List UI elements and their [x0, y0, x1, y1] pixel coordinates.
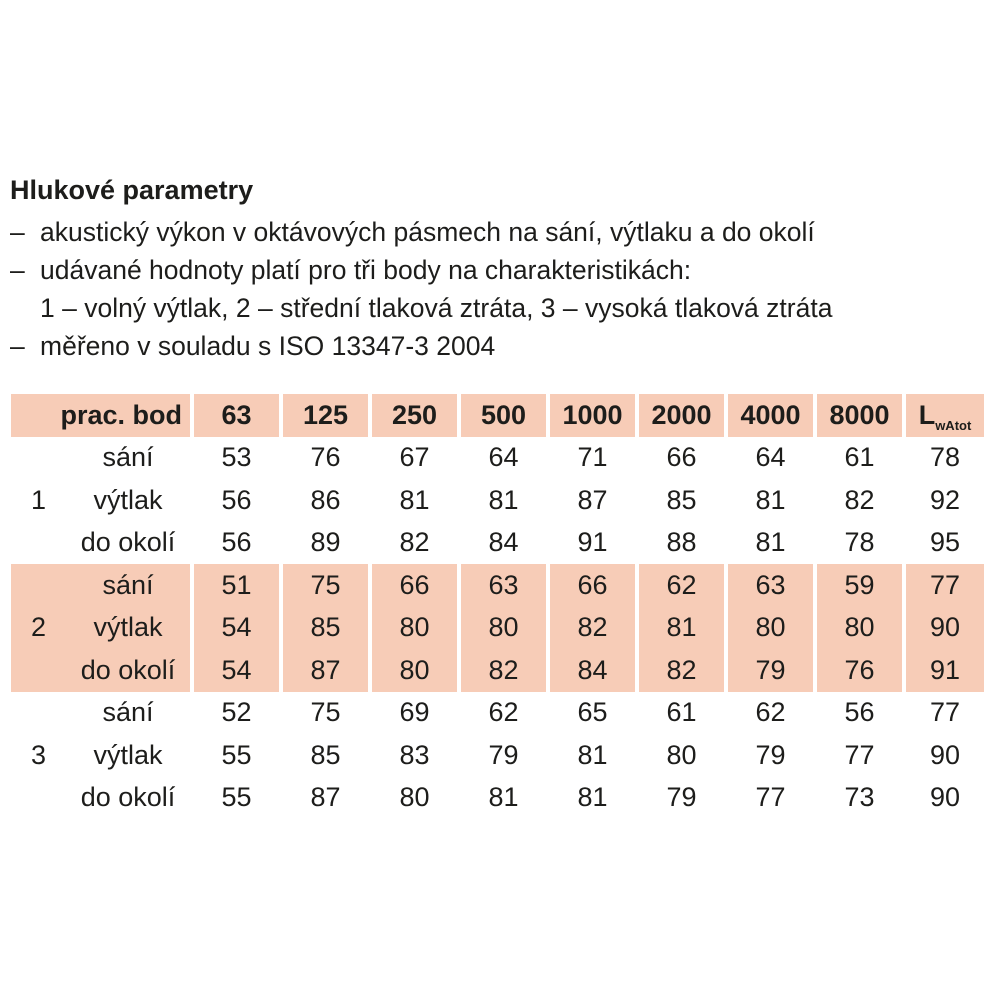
- measurement-location-cell: sání: [66, 564, 192, 607]
- table-row: [11, 522, 984, 565]
- operating-point-cell: 1: [30, 484, 47, 515]
- total-value-cell: 77: [904, 564, 984, 607]
- value-cell: 81: [548, 777, 637, 820]
- column-header: 63: [192, 394, 281, 437]
- note-line: [10, 327, 995, 365]
- note-line: [10, 213, 995, 251]
- measurement-location-cell: sání: [66, 437, 192, 480]
- value-cell: 63: [459, 564, 548, 607]
- value-cell: 82: [815, 479, 904, 522]
- measurement-location-cell: do okolí: [66, 649, 192, 692]
- value-cell: 89: [281, 522, 370, 565]
- table-row: [11, 564, 984, 607]
- value-cell: 65: [548, 692, 637, 735]
- value-cell: 64: [459, 437, 548, 480]
- value-cell: 79: [459, 734, 548, 777]
- total-value-cell: 90: [904, 607, 984, 650]
- value-cell: 54: [192, 649, 281, 692]
- column-header: 500: [459, 394, 548, 437]
- total-main: L: [918, 399, 936, 430]
- value-cell: 81: [459, 777, 548, 820]
- value-cell: 81: [726, 479, 815, 522]
- table-row: [11, 649, 984, 692]
- value-cell: 84: [459, 522, 548, 565]
- value-cell: 80: [370, 607, 459, 650]
- value-cell: 87: [281, 649, 370, 692]
- value-cell: 87: [548, 479, 637, 522]
- value-cell: 59: [815, 564, 904, 607]
- value-cell: 79: [637, 777, 726, 820]
- value-cell: 83: [370, 734, 459, 777]
- value-cell: 71: [548, 437, 637, 480]
- value-cell: 62: [726, 692, 815, 735]
- note-text: akustický výkon v oktávových pásmech na sání, výtlaku a do okolí: [40, 217, 815, 247]
- value-cell: 61: [637, 692, 726, 735]
- value-cell: 76: [815, 649, 904, 692]
- measurement-location-cell: do okolí: [66, 777, 192, 820]
- total-value-cell: 92: [929, 484, 961, 515]
- total-column-header: [904, 394, 984, 437]
- total-value-cell: 91: [904, 649, 984, 692]
- table-row: [11, 437, 984, 480]
- value-cell: 81: [370, 479, 459, 522]
- value-cell: 54: [192, 607, 281, 650]
- value-cell: 81: [726, 522, 815, 565]
- column-header: 2000: [637, 394, 726, 437]
- value-cell: 75: [281, 692, 370, 735]
- value-cell: 79: [726, 734, 815, 777]
- total-subscript: wAtot: [935, 417, 972, 433]
- value-cell: 62: [459, 692, 548, 735]
- note-line: [10, 251, 995, 289]
- value-cell: 80: [726, 607, 815, 650]
- value-cell: 75: [281, 564, 370, 607]
- value-cell: 66: [637, 437, 726, 480]
- value-cell: 78: [815, 522, 904, 565]
- value-cell: 66: [370, 564, 459, 607]
- value-cell: 80: [459, 607, 548, 650]
- measurement-location-cell: výtlak: [66, 734, 192, 777]
- value-cell: 80: [815, 607, 904, 650]
- value-cell: 84: [548, 649, 637, 692]
- note-dash: –: [10, 217, 25, 247]
- value-cell: 81: [459, 479, 548, 522]
- value-cell: 61: [815, 437, 904, 480]
- value-cell: 85: [637, 479, 726, 522]
- value-cell: 52: [192, 692, 281, 735]
- measurement-location-cell: sání: [66, 692, 192, 735]
- value-cell: 56: [815, 692, 904, 735]
- value-cell: 64: [726, 437, 815, 480]
- value-cell: 80: [370, 777, 459, 820]
- column-header: 1000: [548, 394, 637, 437]
- note-dash: –: [10, 255, 25, 285]
- value-cell: 56: [192, 479, 281, 522]
- value-cell: 77: [815, 734, 904, 777]
- value-cell: 85: [281, 607, 370, 650]
- measurement-location-cell: do okolí: [66, 522, 192, 565]
- table-header-row: [11, 394, 984, 437]
- note-dash: [10, 289, 40, 327]
- operating-point-cell: 3: [30, 739, 47, 770]
- table-body: [11, 437, 984, 820]
- total-value-cell: 95: [929, 527, 961, 558]
- value-cell: 80: [637, 734, 726, 777]
- table-row: [11, 777, 984, 820]
- total-value-cell: 90: [929, 782, 961, 813]
- total-value-cell: 78: [929, 442, 961, 473]
- value-cell: 73: [815, 777, 904, 820]
- note-text: udávané hodnoty platí pro tři body na charakteristikách:: [40, 255, 692, 285]
- total-value-cell: 90: [929, 739, 961, 770]
- header-label: prac. bod: [11, 394, 192, 437]
- value-cell: 69: [370, 692, 459, 735]
- value-cell: 82: [548, 607, 637, 650]
- table-row: [11, 607, 984, 650]
- value-cell: 53: [192, 437, 281, 480]
- value-cell: 55: [192, 734, 281, 777]
- table-row: [11, 479, 984, 522]
- value-cell: 62: [637, 564, 726, 607]
- value-cell: 88: [637, 522, 726, 565]
- table-row: [11, 734, 984, 777]
- noise-table: [11, 394, 984, 819]
- total-value-cell: 77: [929, 697, 961, 728]
- section-title: Hlukové parametry: [10, 175, 254, 205]
- value-cell: 82: [459, 649, 548, 692]
- column-header: 8000: [815, 394, 904, 437]
- column-header: 4000: [726, 394, 815, 437]
- value-cell: 76: [281, 437, 370, 480]
- value-cell: 56: [192, 522, 281, 565]
- note-line: [10, 289, 995, 327]
- value-cell: 87: [281, 777, 370, 820]
- operating-point-cell: 2: [11, 564, 66, 692]
- value-cell: 63: [726, 564, 815, 607]
- value-cell: 82: [637, 649, 726, 692]
- value-cell: 51: [192, 564, 281, 607]
- value-cell: 79: [726, 649, 815, 692]
- value-cell: 82: [370, 522, 459, 565]
- noise-notes: [10, 175, 995, 365]
- value-cell: 77: [726, 777, 815, 820]
- measurement-location-cell: výtlak: [66, 479, 192, 522]
- note-text: 1 – volný výtlak, 2 – střední tlaková ztráta, 3 – vysoká tlaková ztráta: [40, 293, 833, 323]
- value-cell: 81: [548, 734, 637, 777]
- column-header: 250: [370, 394, 459, 437]
- value-cell: 81: [637, 607, 726, 650]
- note-text: měřeno v souladu s ISO 13347-3 2004: [40, 331, 496, 361]
- value-cell: 86: [281, 479, 370, 522]
- value-cell: 66: [548, 564, 637, 607]
- measurement-location-cell: výtlak: [66, 607, 192, 650]
- table-row: [11, 692, 984, 735]
- value-cell: 91: [548, 522, 637, 565]
- column-header: 125: [281, 394, 370, 437]
- value-cell: 80: [370, 649, 459, 692]
- value-cell: 85: [281, 734, 370, 777]
- note-dash: –: [10, 331, 25, 361]
- value-cell: 67: [370, 437, 459, 480]
- value-cell: 55: [192, 777, 281, 820]
